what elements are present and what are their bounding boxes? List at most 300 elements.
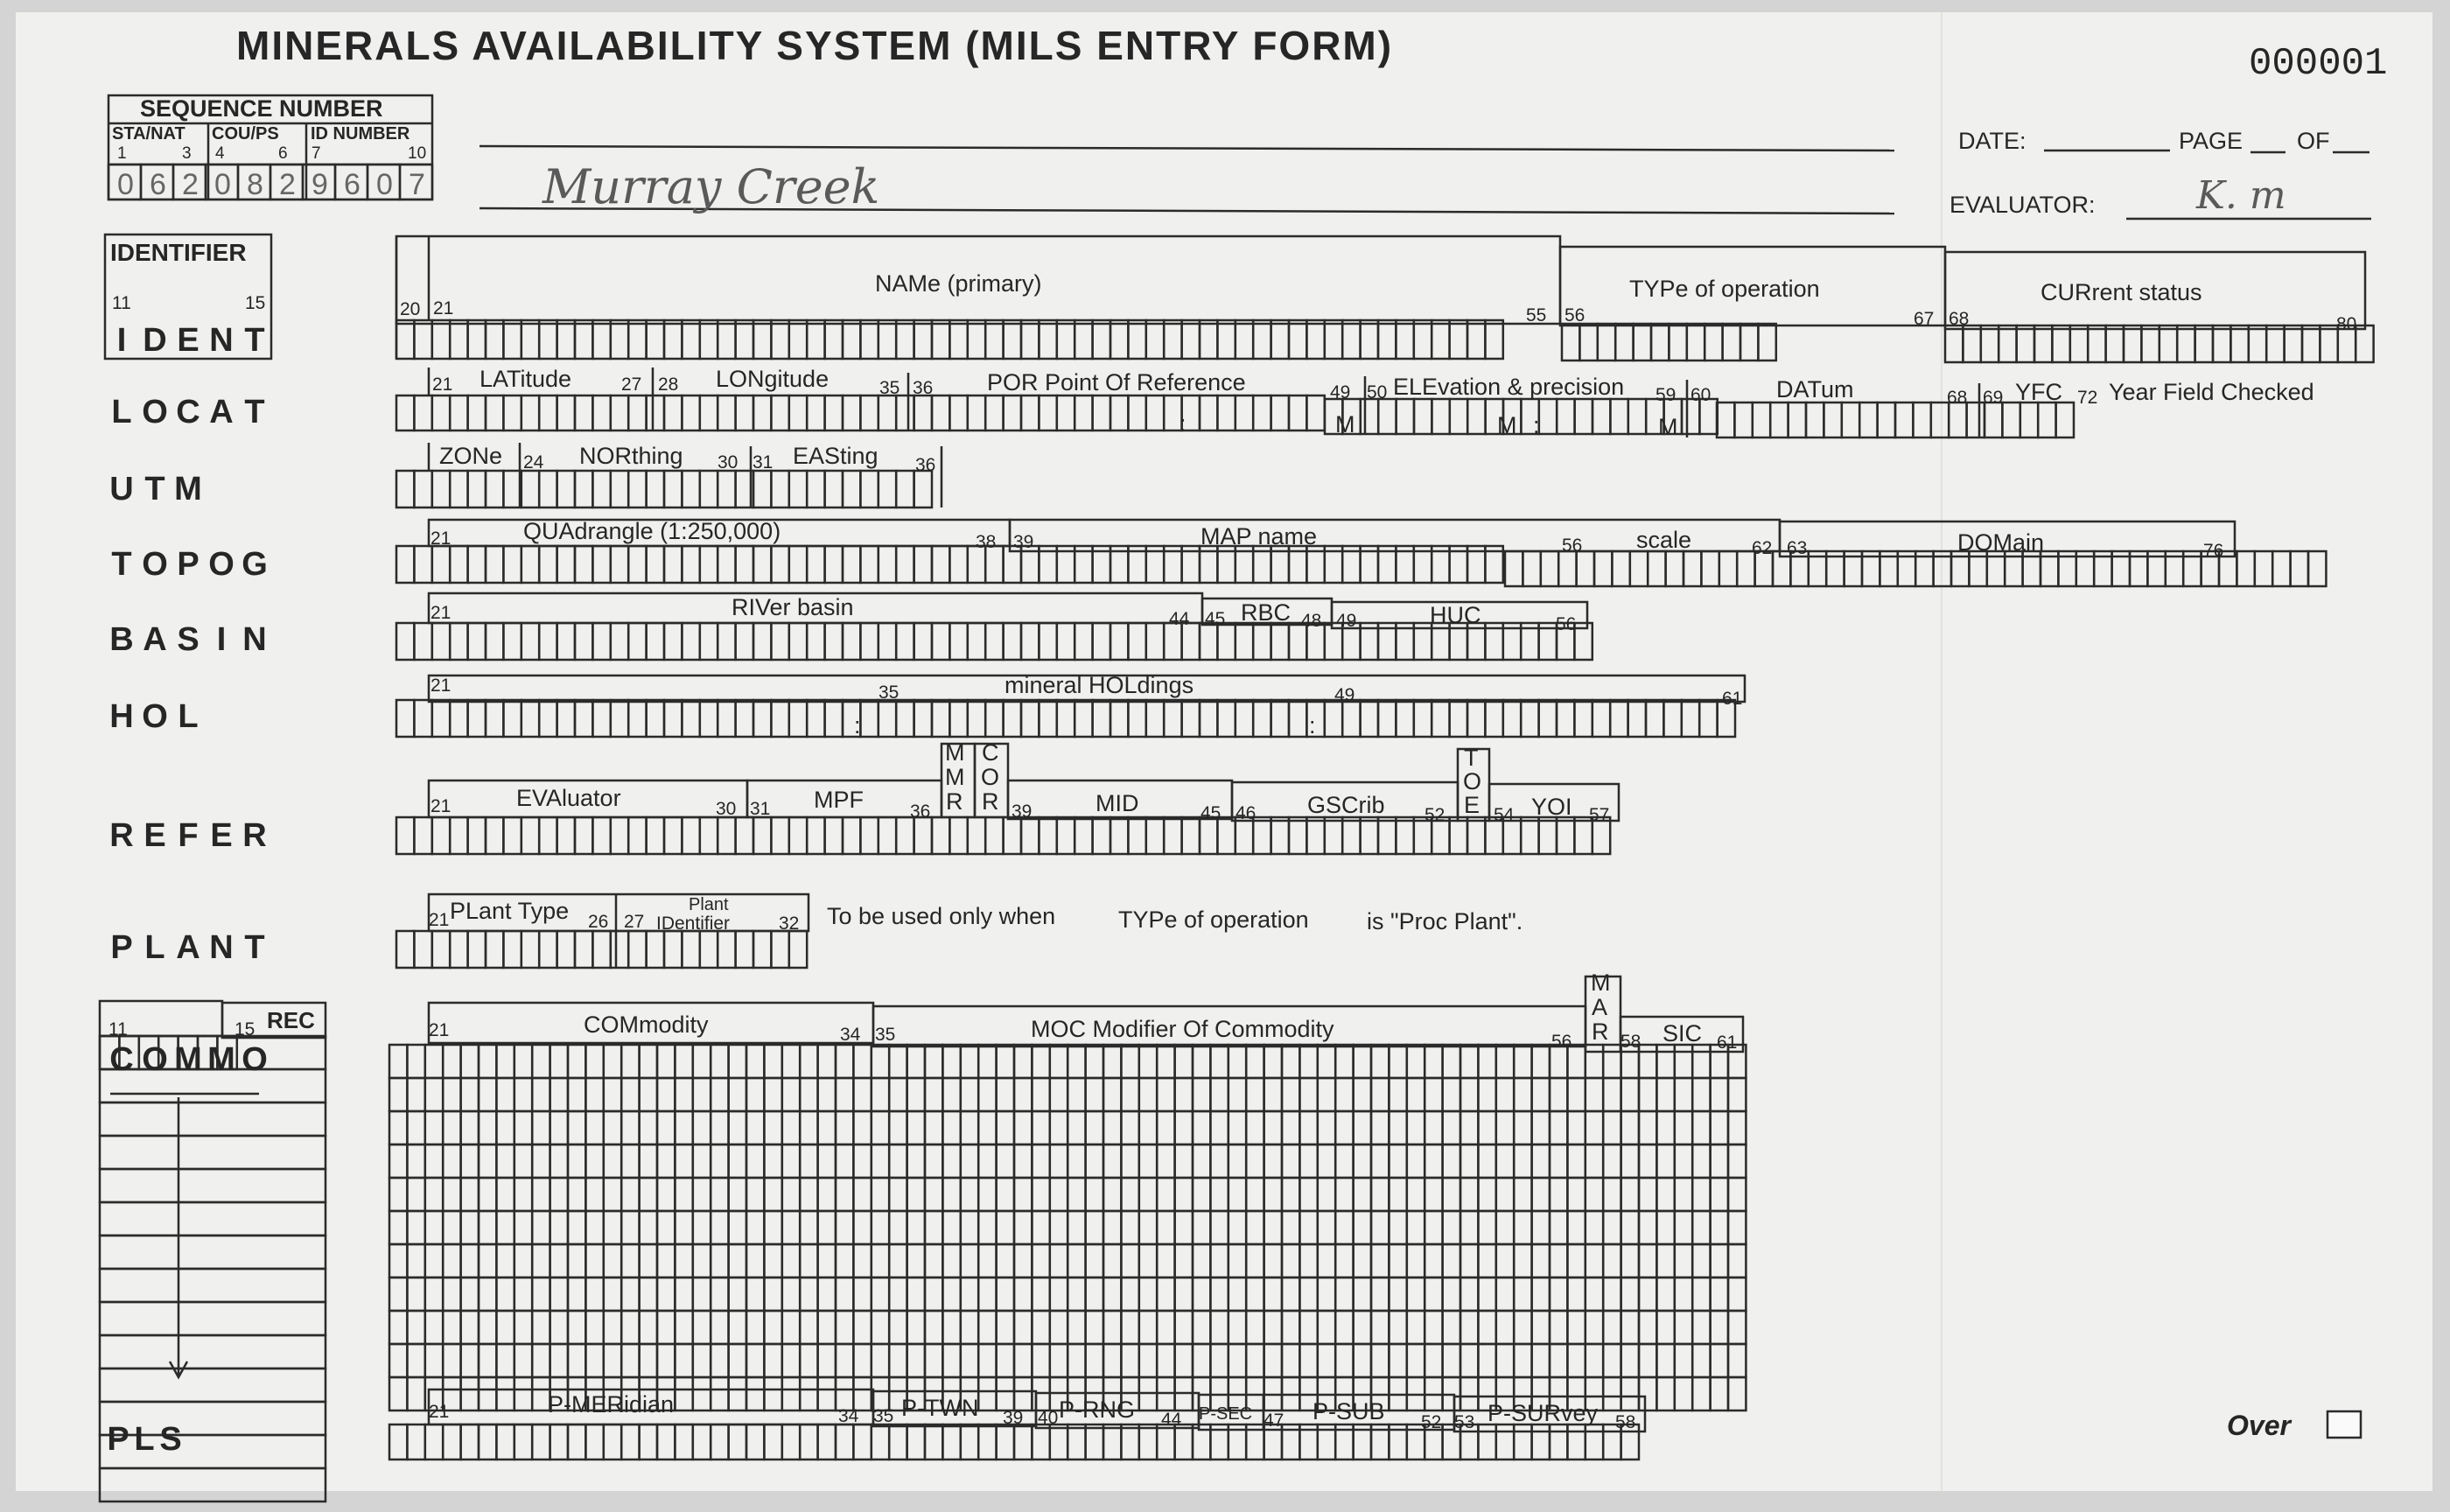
- refer-cell[interactable]: [1378, 817, 1396, 854]
- commo-cell[interactable]: [764, 1344, 781, 1377]
- refer-cell[interactable]: [700, 817, 718, 854]
- commo-cell[interactable]: [1692, 1311, 1710, 1344]
- commo-cell[interactable]: [1050, 1344, 1068, 1377]
- commo-cell[interactable]: [1014, 1178, 1032, 1211]
- commo-cell[interactable]: [1335, 1045, 1353, 1078]
- commo-cell[interactable]: [1014, 1144, 1032, 1178]
- commo-cell[interactable]: [1264, 1311, 1282, 1344]
- pls-cell[interactable]: [818, 1424, 836, 1460]
- commo-cell[interactable]: [1032, 1078, 1049, 1111]
- ident-current-cell[interactable]: [2249, 326, 2266, 362]
- commo-cell[interactable]: [1014, 1244, 1032, 1278]
- refer-cell[interactable]: [718, 817, 735, 854]
- commo-cell[interactable]: [1193, 1244, 1210, 1278]
- topog-cell-b[interactable]: [2130, 551, 2147, 586]
- topog-cell[interactable]: [557, 546, 575, 583]
- ident-cell[interactable]: [396, 320, 414, 359]
- pls-cell[interactable]: [1496, 1424, 1514, 1460]
- plant-cell[interactable]: [432, 931, 450, 968]
- commo-cell[interactable]: [389, 1078, 407, 1111]
- basin-cell[interactable]: [932, 623, 949, 660]
- commo-cell[interactable]: [853, 1244, 871, 1278]
- commo-cell[interactable]: [1371, 1344, 1389, 1377]
- locat-cell[interactable]: [557, 396, 575, 430]
- commo-cell[interactable]: [550, 1045, 568, 1078]
- commo-cell[interactable]: [461, 1377, 479, 1410]
- commo-cell[interactable]: [1157, 1211, 1174, 1244]
- commo-cell[interactable]: [1692, 1211, 1710, 1244]
- commo-cell[interactable]: [1050, 1244, 1068, 1278]
- commo-cell[interactable]: [1103, 1211, 1121, 1244]
- commo-cell[interactable]: [1068, 1178, 1085, 1211]
- commo-cell[interactable]: [496, 1178, 514, 1211]
- hol-cell[interactable]: [682, 700, 699, 737]
- locat-cell[interactable]: [396, 396, 414, 430]
- commo-cell[interactable]: [1282, 1045, 1299, 1078]
- commo-cell[interactable]: [407, 1377, 424, 1410]
- commo-cell[interactable]: [1567, 1244, 1585, 1278]
- hol-cell[interactable]: [896, 700, 914, 737]
- commo-cell[interactable]: [1354, 1278, 1371, 1311]
- commo-cell[interactable]: [1318, 1178, 1335, 1211]
- ident-current-cell[interactable]: [2088, 326, 2105, 362]
- pls-cell[interactable]: [925, 1424, 942, 1460]
- plant-cell[interactable]: [503, 931, 521, 968]
- refer-cell[interactable]: [825, 817, 843, 854]
- commo-cell[interactable]: [675, 1178, 692, 1211]
- basin-cell[interactable]: [1539, 623, 1557, 660]
- pls-cell[interactable]: [1050, 1424, 1068, 1460]
- utm-cell[interactable]: [843, 471, 860, 508]
- pls-cell[interactable]: [729, 1424, 746, 1460]
- locat-elev-cell[interactable]: [1396, 399, 1414, 434]
- ident-type-cell[interactable]: [1615, 324, 1633, 360]
- refer-cell[interactable]: [432, 817, 450, 854]
- commo-cell[interactable]: [1086, 1244, 1103, 1278]
- commo-cell[interactable]: [675, 1111, 692, 1144]
- commo-cell[interactable]: [479, 1045, 496, 1078]
- topog-cell-b[interactable]: [1915, 551, 1933, 586]
- commo-cell[interactable]: [1728, 1244, 1746, 1278]
- commo-cell[interactable]: [800, 1344, 817, 1377]
- commo-cell[interactable]: [1443, 1111, 1460, 1144]
- commo-cell[interactable]: [818, 1377, 836, 1410]
- commo-cell[interactable]: [836, 1344, 853, 1377]
- commo-cell[interactable]: [1550, 1344, 1567, 1377]
- commo-cell[interactable]: [782, 1078, 800, 1111]
- commo-cell[interactable]: [872, 1278, 889, 1311]
- hol-cell[interactable]: [486, 700, 503, 737]
- commo-cell[interactable]: [675, 1045, 692, 1078]
- commo-cell[interactable]: [1586, 1111, 1603, 1144]
- commo-cell[interactable]: [604, 1045, 621, 1078]
- ident-type-cell[interactable]: [1598, 324, 1615, 360]
- commo-cell[interactable]: [1335, 1344, 1353, 1377]
- commo-cell[interactable]: [693, 1144, 710, 1178]
- topog-cell-b[interactable]: [2166, 551, 2183, 586]
- commo-cell[interactable]: [1193, 1178, 1210, 1211]
- commo-cell[interactable]: [1728, 1278, 1746, 1311]
- commo-cell[interactable]: [604, 1211, 621, 1244]
- topog-cell[interactable]: [807, 546, 824, 583]
- refer-cell[interactable]: [1521, 817, 1538, 854]
- ident-cell[interactable]: [1325, 320, 1342, 359]
- topog-cell[interactable]: [1271, 546, 1289, 583]
- hol-cell[interactable]: [628, 700, 646, 737]
- commo-cell[interactable]: [907, 1078, 925, 1111]
- commo-cell[interactable]: [1603, 1311, 1620, 1344]
- commo-cell[interactable]: [997, 1377, 1014, 1410]
- topog-cell-b[interactable]: [1522, 551, 1540, 586]
- commo-cell[interactable]: [942, 1178, 960, 1211]
- commo-cell[interactable]: [1228, 1078, 1246, 1111]
- commo-cell[interactable]: [461, 1344, 479, 1377]
- commo-cell[interactable]: [1014, 1344, 1032, 1377]
- commo-cell[interactable]: [746, 1111, 764, 1144]
- commo-cell[interactable]: [1567, 1311, 1585, 1344]
- commo-cell[interactable]: [407, 1211, 424, 1244]
- commo-cell[interactable]: [1728, 1078, 1746, 1111]
- commo-cell[interactable]: [389, 1344, 407, 1377]
- refer-cell[interactable]: [1557, 817, 1574, 854]
- commo-cell[interactable]: [1068, 1078, 1085, 1111]
- hol-cell[interactable]: [736, 700, 753, 737]
- commo-cell[interactable]: [1335, 1178, 1353, 1211]
- commo-cell[interactable]: [1567, 1078, 1585, 1111]
- commo-cell[interactable]: [1603, 1344, 1620, 1377]
- hol-cell[interactable]: [503, 700, 521, 737]
- commo-cell[interactable]: [800, 1111, 817, 1144]
- hol-cell[interactable]: [1521, 700, 1538, 737]
- commo-cell[interactable]: [729, 1278, 746, 1311]
- pls-cell[interactable]: [1014, 1424, 1032, 1460]
- refer-cell[interactable]: [628, 817, 646, 854]
- hol-cell[interactable]: [592, 700, 610, 737]
- commo-cell[interactable]: [729, 1144, 746, 1178]
- commo-cell[interactable]: [1389, 1244, 1406, 1278]
- commo-cell[interactable]: [907, 1045, 925, 1078]
- pls-cell[interactable]: [1299, 1424, 1317, 1460]
- commo-cell[interactable]: [407, 1244, 424, 1278]
- commo-cell[interactable]: [1728, 1211, 1746, 1244]
- ident-current-cell[interactable]: [1998, 326, 2016, 362]
- commo-cell[interactable]: [1407, 1144, 1424, 1178]
- basin-cell[interactable]: [539, 623, 556, 660]
- commo-cell[interactable]: [746, 1377, 764, 1410]
- commo-cell[interactable]: [1121, 1178, 1138, 1211]
- topog-cell[interactable]: [932, 546, 949, 583]
- commo-cell[interactable]: [889, 1178, 906, 1211]
- utm-cell[interactable]: [700, 471, 718, 508]
- commo-cell[interactable]: [1639, 1278, 1656, 1311]
- commo-cell[interactable]: [1424, 1144, 1442, 1178]
- commo-cell[interactable]: [693, 1311, 710, 1344]
- commo-cell[interactable]: [657, 1311, 675, 1344]
- commo-cell[interactable]: [800, 1211, 817, 1244]
- commo-cell[interactable]: [1032, 1111, 1049, 1144]
- commo-cell[interactable]: [1478, 1278, 1495, 1311]
- commo-cell[interactable]: [1460, 1144, 1478, 1178]
- utm-cell[interactable]: [396, 471, 414, 508]
- plant-cell[interactable]: [611, 931, 628, 968]
- topog-cell[interactable]: [1361, 546, 1378, 583]
- basin-cell[interactable]: [807, 623, 824, 660]
- commo-cell[interactable]: [1335, 1244, 1353, 1278]
- topog-cell[interactable]: [1128, 546, 1145, 583]
- ident-cell[interactable]: [896, 320, 914, 359]
- commo-cell[interactable]: [407, 1078, 424, 1111]
- ident-cell[interactable]: [575, 320, 592, 359]
- commo-cell[interactable]: [925, 1078, 942, 1111]
- commo-cell[interactable]: [729, 1078, 746, 1111]
- topog-cell[interactable]: [592, 546, 610, 583]
- commo-cell[interactable]: [1711, 1377, 1728, 1410]
- pls-cell[interactable]: [443, 1424, 460, 1460]
- ident-cell[interactable]: [1093, 320, 1110, 359]
- commo-cell[interactable]: [853, 1344, 871, 1377]
- topog-cell[interactable]: [664, 546, 682, 583]
- commo-cell[interactable]: [1318, 1244, 1335, 1278]
- commo-cell[interactable]: [853, 1111, 871, 1144]
- commo-cell[interactable]: [925, 1178, 942, 1211]
- hol-cell[interactable]: [968, 700, 985, 737]
- hol-cell[interactable]: [1485, 700, 1502, 737]
- commo-cell[interactable]: [978, 1111, 996, 1144]
- commo-cell[interactable]: [800, 1144, 817, 1178]
- locat-cell[interactable]: [664, 396, 682, 430]
- commo-cell[interactable]: [1086, 1278, 1103, 1311]
- plant-cell[interactable]: [771, 931, 788, 968]
- hol-cell[interactable]: [1361, 700, 1378, 737]
- commo-cell[interactable]: [1603, 1144, 1620, 1178]
- commo-cell[interactable]: [764, 1211, 781, 1244]
- commo-cell[interactable]: [1335, 1144, 1353, 1178]
- commo-cell[interactable]: [1335, 1211, 1353, 1244]
- topog-cell-b[interactable]: [2005, 551, 2022, 586]
- commo-cell[interactable]: [1354, 1311, 1371, 1344]
- commo-cell[interactable]: [1299, 1278, 1317, 1311]
- refer-cell[interactable]: [1021, 817, 1039, 854]
- commo-cell[interactable]: [1354, 1078, 1371, 1111]
- commo-cell[interactable]: [1586, 1278, 1603, 1311]
- commo-cell[interactable]: [1532, 1344, 1550, 1377]
- ident-cell[interactable]: [825, 320, 843, 359]
- utm-cell[interactable]: [718, 471, 735, 508]
- basin-cell[interactable]: [968, 623, 985, 660]
- pls-cell[interactable]: [1354, 1424, 1371, 1460]
- topog-cell-b[interactable]: [2272, 551, 2290, 586]
- commo-cell[interactable]: [1621, 1311, 1639, 1344]
- commo-cell[interactable]: [961, 1211, 978, 1244]
- commo-cell[interactable]: [657, 1211, 675, 1244]
- locat-cell[interactable]: [1289, 396, 1306, 430]
- basin-cell[interactable]: [432, 623, 450, 660]
- commo-cell[interactable]: [585, 1278, 603, 1311]
- commo-cell[interactable]: [1246, 1078, 1264, 1111]
- commo-cell[interactable]: [997, 1244, 1014, 1278]
- hol-cell[interactable]: [1128, 700, 1145, 737]
- commo-cell[interactable]: [889, 1111, 906, 1144]
- commo-cell[interactable]: [389, 1045, 407, 1078]
- commo-cell[interactable]: [585, 1211, 603, 1244]
- commo-cell[interactable]: [818, 1244, 836, 1278]
- ident-cell[interactable]: [1271, 320, 1289, 359]
- hol-cell[interactable]: [1271, 700, 1289, 737]
- commo-cell[interactable]: [514, 1144, 532, 1178]
- commo-cell[interactable]: [1139, 1311, 1157, 1344]
- hol-cell[interactable]: [1628, 700, 1646, 737]
- commo-cell[interactable]: [1389, 1045, 1406, 1078]
- commo-cell[interactable]: [1121, 1045, 1138, 1078]
- pls-cell[interactable]: [1210, 1424, 1228, 1460]
- basin-cell[interactable]: [1039, 623, 1056, 660]
- commo-cell[interactable]: [1711, 1244, 1728, 1278]
- commo-cell[interactable]: [621, 1178, 639, 1211]
- ident-cell[interactable]: [1396, 320, 1413, 359]
- commo-cell[interactable]: [1193, 1311, 1210, 1344]
- commo-cell[interactable]: [1675, 1278, 1692, 1311]
- plant-cell[interactable]: [628, 931, 646, 968]
- commo-cell[interactable]: [514, 1278, 532, 1311]
- commo-cell[interactable]: [1407, 1211, 1424, 1244]
- hol-cell[interactable]: [1074, 700, 1092, 737]
- commo-cell[interactable]: [710, 1078, 728, 1111]
- commo-cell[interactable]: [764, 1144, 781, 1178]
- commo-cell[interactable]: [1318, 1344, 1335, 1377]
- ident-current-cell[interactable]: [2356, 326, 2373, 362]
- hol-cell[interactable]: [1592, 700, 1610, 737]
- topog-cell[interactable]: [1450, 546, 1467, 583]
- commo-cell[interactable]: [1389, 1144, 1406, 1178]
- commo-cell[interactable]: [1424, 1111, 1442, 1144]
- ident-current-cell[interactable]: [2106, 326, 2124, 362]
- basin-cell[interactable]: [522, 623, 539, 660]
- commo-cell[interactable]: [925, 1111, 942, 1144]
- commo-cell[interactable]: [1121, 1078, 1138, 1111]
- commo-cell[interactable]: [925, 1211, 942, 1244]
- commo-cell[interactable]: [782, 1311, 800, 1344]
- commo-cell[interactable]: [1068, 1144, 1085, 1178]
- commo-cell[interactable]: [1656, 1045, 1674, 1078]
- hol-cell[interactable]: [1699, 700, 1717, 737]
- basin-cell[interactable]: [1236, 623, 1253, 660]
- commo-cell[interactable]: [1086, 1178, 1103, 1211]
- commo-cell[interactable]: [1032, 1278, 1049, 1311]
- commo-cell[interactable]: [1318, 1111, 1335, 1144]
- commo-cell[interactable]: [1407, 1111, 1424, 1144]
- utm-cell[interactable]: [450, 471, 467, 508]
- commo-cell[interactable]: [1228, 1244, 1246, 1278]
- commo-cell[interactable]: [1139, 1211, 1157, 1244]
- locat-cell[interactable]: [985, 396, 1003, 430]
- commo-cell[interactable]: [479, 1278, 496, 1311]
- ident-current-cell[interactable]: [2213, 326, 2230, 362]
- ident-type-cell[interactable]: [1651, 324, 1669, 360]
- commo-cell[interactable]: [1157, 1144, 1174, 1178]
- hol-cell[interactable]: [1004, 700, 1021, 737]
- commo-cell[interactable]: [657, 1178, 675, 1211]
- ident-type-cell[interactable]: [1740, 324, 1758, 360]
- topog-cell[interactable]: [432, 546, 450, 583]
- commo-cell[interactable]: [550, 1278, 568, 1311]
- refer-cell[interactable]: [1342, 817, 1360, 854]
- locat-cell[interactable]: [1057, 396, 1074, 430]
- commo-cell[interactable]: [997, 1344, 1014, 1377]
- refer-cell[interactable]: [1361, 817, 1378, 854]
- commo-cell[interactable]: [1711, 1078, 1728, 1111]
- commo-cell[interactable]: [1639, 1377, 1656, 1410]
- commo-cell[interactable]: [1639, 1111, 1656, 1144]
- commo-cell[interactable]: [1264, 1344, 1282, 1377]
- plant-cell[interactable]: [575, 931, 592, 968]
- locat-yfc-cell[interactable]: [1895, 402, 1913, 438]
- commo-cell[interactable]: [1711, 1311, 1728, 1344]
- commo-cell[interactable]: [836, 1278, 853, 1311]
- commo-cell[interactable]: [1175, 1144, 1193, 1178]
- pls-cell[interactable]: [585, 1424, 603, 1460]
- ident-cell[interactable]: [1182, 320, 1200, 359]
- commo-cell[interactable]: [1193, 1144, 1210, 1178]
- commo-cell[interactable]: [693, 1344, 710, 1377]
- commo-cell[interactable]: [585, 1045, 603, 1078]
- hol-cell[interactable]: [1200, 700, 1217, 737]
- pls-cell[interactable]: [461, 1424, 479, 1460]
- ident-current-cell[interactable]: [1981, 326, 1998, 362]
- commo-cell[interactable]: [1246, 1244, 1264, 1278]
- basin-cell[interactable]: [878, 623, 896, 660]
- commo-cell[interactable]: [1496, 1178, 1514, 1211]
- commo-cell[interactable]: [1371, 1045, 1389, 1078]
- commo-cell[interactable]: [1514, 1045, 1531, 1078]
- commo-cell[interactable]: [1656, 1144, 1674, 1178]
- locat-cell[interactable]: [1306, 396, 1324, 430]
- commo-cell[interactable]: [889, 1244, 906, 1278]
- commo-cell[interactable]: [443, 1178, 460, 1211]
- locat-yfc-cell[interactable]: [2038, 402, 2055, 438]
- commo-cell[interactable]: [407, 1111, 424, 1144]
- commo-cell[interactable]: [1586, 1144, 1603, 1178]
- topog-cell[interactable]: [414, 546, 431, 583]
- commo-cell[interactable]: [925, 1045, 942, 1078]
- refer-cell[interactable]: [575, 817, 592, 854]
- commo-cell[interactable]: [1318, 1078, 1335, 1111]
- commo-cell[interactable]: [961, 1244, 978, 1278]
- commo-cell[interactable]: [1157, 1278, 1174, 1311]
- topog-cell[interactable]: [1253, 546, 1270, 583]
- commo-cell[interactable]: [657, 1045, 675, 1078]
- hol-cell[interactable]: [1021, 700, 1039, 737]
- commo-cell[interactable]: [568, 1211, 585, 1244]
- commo-cell[interactable]: [461, 1211, 479, 1244]
- commo-cell[interactable]: [1086, 1078, 1103, 1111]
- commo-cell[interactable]: [479, 1111, 496, 1144]
- utm-cell[interactable]: [414, 471, 431, 508]
- topog-cell-b[interactable]: [2291, 551, 2308, 586]
- commo-cell[interactable]: [1282, 1244, 1299, 1278]
- topog-cell-b[interactable]: [2236, 551, 2254, 586]
- hol-cell[interactable]: [1093, 700, 1110, 737]
- locat-yfc-cell[interactable]: [2002, 402, 2020, 438]
- commo-cell[interactable]: [1478, 1244, 1495, 1278]
- commo-cell[interactable]: [675, 1078, 692, 1111]
- commo-cell[interactable]: [1532, 1144, 1550, 1178]
- commo-cell[interactable]: [640, 1244, 657, 1278]
- refer-cell[interactable]: [985, 817, 1003, 854]
- commo-cell[interactable]: [942, 1278, 960, 1311]
- commo-cell[interactable]: [1246, 1311, 1264, 1344]
- locat-cell[interactable]: [860, 396, 878, 430]
- commo-cell[interactable]: [853, 1278, 871, 1311]
